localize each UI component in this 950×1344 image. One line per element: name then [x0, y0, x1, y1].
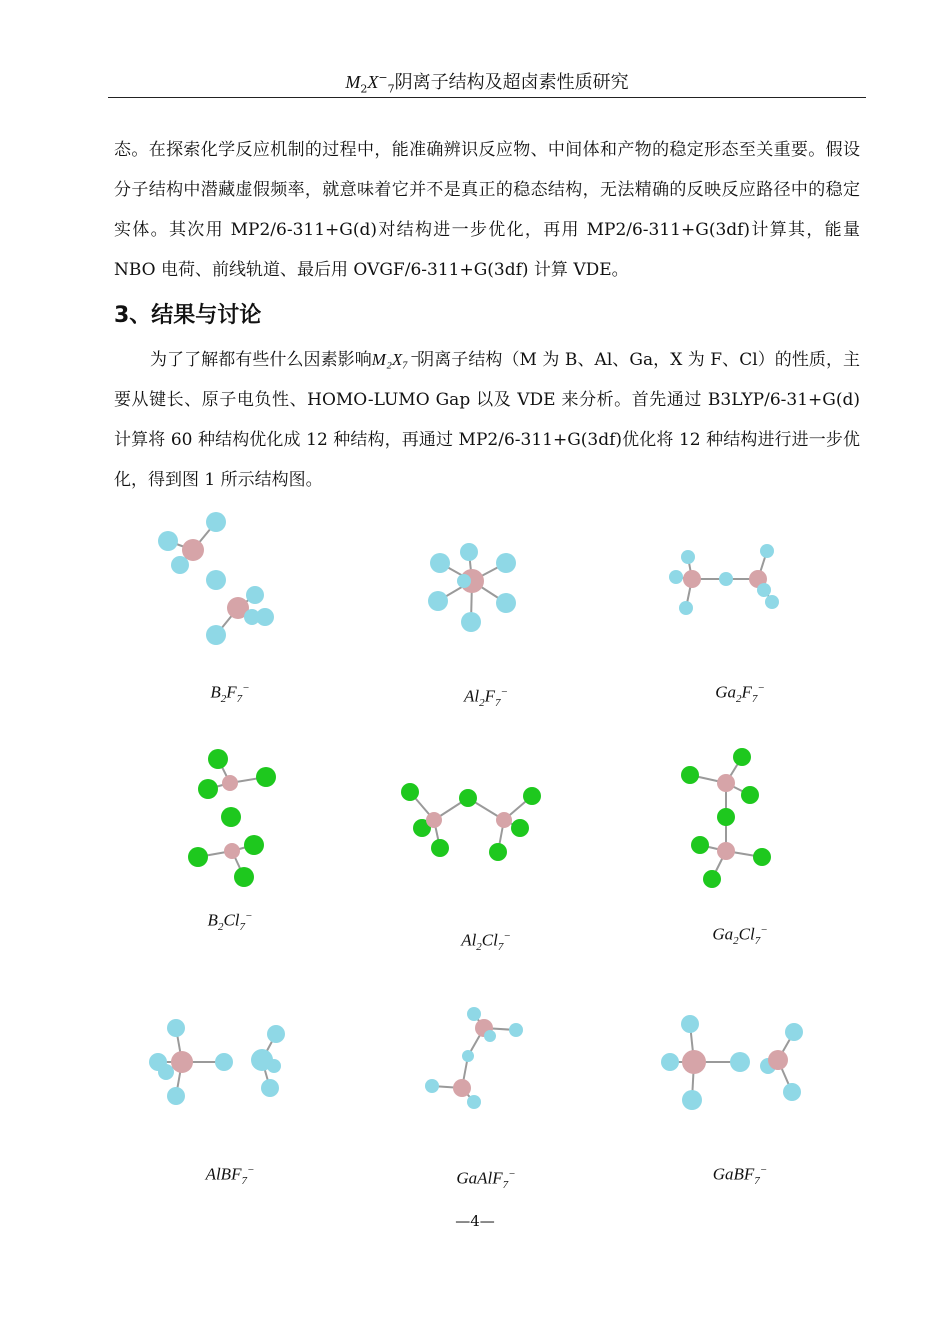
caption-ga2f7: $Ga_2F_7^-$: [715, 682, 765, 706]
caption-b2f7: $B_2F_7^-$: [210, 682, 250, 706]
header-x: X: [367, 72, 379, 92]
caption-albf7: AlBF$_7$−: [205, 1164, 255, 1188]
paragraph-1: 态。在探索化学反应机制的过程中，能准确辨识反应物、中间体和产物的稳定形态至关重要。假设分子结构中潜藏虚假频率，就意味着它并不是真正的稳态结构，无法精确的反映反应路径中的稳定实体。其次用 MP2/6-311+G(d)对结构进一步优化，再用 MP2/6-311+G(3df)计算其，能量 NBO 电荷、前线轨道、最后用 OVGF/6-311+G(3df) 计算 VDE。: [114, 140, 860, 280]
page-number: —4—: [455, 1212, 495, 1230]
caption-b2cl7: $B_2Cl_7^-$: [207, 910, 253, 934]
paragraph-2: 为了了解都有些什么因素影响M₂X₇⁻阴离子结构（M 为 B、Al、Ga，X 为 F、Cl）的性质，主要从键长、原子电负性、HOMO-LUMO Gap 以及 VDE 来分析。首先通过 B3LYP/6-31+G(d)计算将 60 种结构优化成 12 种结构，再通过 MP2/6-311+G(3df)优化将 12 种结构进行进一步优化，得到图 1 所示结构图。: [114, 350, 861, 490]
molecule-ga2cl7: [630, 735, 830, 905]
header-m: M: [345, 72, 361, 92]
molecule-albf7: [130, 1000, 330, 1170]
molecule-gaalf7: [372, 1000, 572, 1170]
caption-gabf7: GaBF$_7$−: [712, 1164, 768, 1188]
formula-inline: M₂X₇⁻: [371, 350, 418, 369]
header-rule: [108, 97, 866, 98]
molecule-ga2f7: [640, 505, 840, 675]
molecule-b2f7: [130, 505, 330, 675]
caption-gaalf7: GaAlF$_7$−: [456, 1168, 516, 1192]
header-title: 阴离子结构及超卤素性质研究: [394, 72, 629, 93]
running-header: $M_2X^-_7$阴离子结构及超卤素性质研究: [345, 71, 629, 96]
molecule-al2cl7: [372, 760, 572, 930]
caption-ga2cl7: $Ga_2Cl_7^-$: [712, 924, 768, 948]
molecule-b2cl7: [130, 735, 330, 905]
section-title: 3、结果与讨论: [114, 303, 262, 328]
caption-al2f7: $Al_2F_7^-$: [464, 686, 508, 710]
caption-al2cl7: $Al_2Cl_7^-$: [461, 930, 511, 954]
molecule-gabf7: [630, 1000, 830, 1170]
molecule-al2f7: [372, 505, 572, 675]
